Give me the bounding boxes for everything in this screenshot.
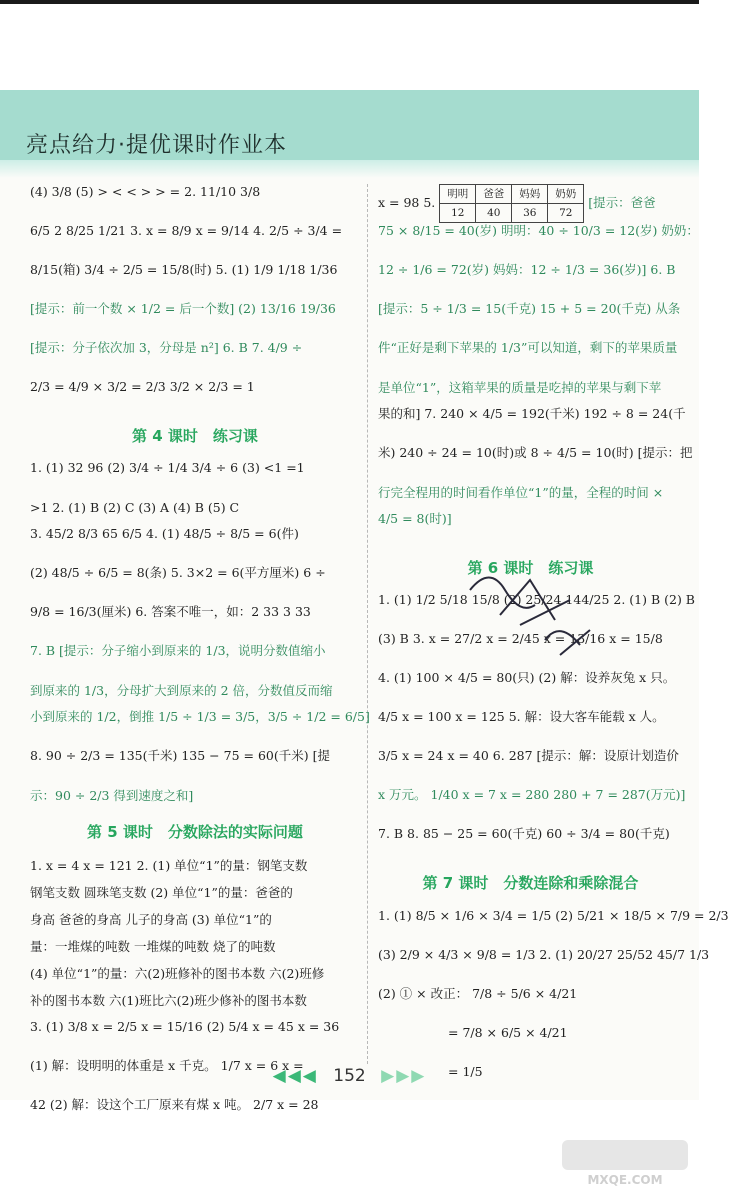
answer-line: 7. B [提示：分子缩小到原来的 1/3，说明分数值缩小 <box>30 643 326 659</box>
svg-text:MXQE.COM: MXQE.COM <box>587 1173 663 1187</box>
answer-line: (2) 48/5 ÷ 6/5 = 8(条) 5. 3×2 = 6(平方厘米) 6 ÷ <box>30 565 326 581</box>
answer-line: 4. (1) 100 × 4/5 = 80(只) (2) 解：设养灰兔 x 只。 <box>378 670 676 686</box>
answer-line: 3/5 x = 24 x = 40 6. 287 [提示：解：设原计划造价 <box>378 748 679 764</box>
answer-line: = 1/5 <box>448 1063 483 1079</box>
answer-line: 8. 90 ÷ 2/3 = 135(千米) 135 − 75 = 60(千米) [提 <box>30 748 330 764</box>
table-cell: 40 <box>476 204 512 223</box>
table-row <box>440 185 584 204</box>
answer-line: 1. x = 4 x = 121 2. (1) 单位“1”的量：钢笔支数 <box>30 857 308 873</box>
answer-line: 果的和] 7. 240 × 4/5 = 192(千米) 192 ÷ 8 = 24(千 <box>378 406 686 421</box>
answer-line: 行完全程用的时间看作单位“1”的量，全程的时间 × <box>378 485 664 500</box>
answer-line: [提示：分子依次加 3，分母是 n²] 6. B 7. 4/9 ÷ <box>30 340 303 355</box>
answer-line: 1. (1) 32 96 (2) 3/4 ÷ 1/4 3/4 ÷ 6 (3) <1 =1 <box>30 460 305 476</box>
next-arrows-icon: ▶▶▶ <box>381 1066 427 1086</box>
top-edge <box>0 0 699 4</box>
answer-line: 2/3 = 4/9 × 3/2 = 2/3 3/2 × 2/3 = 1 <box>30 379 255 394</box>
answer-line: >1 2. (1) B (2) C (3) A (4) B (5) C <box>30 500 240 516</box>
answer-line: 钢笔支数 圆珠笔支数 (2) 单位“1”的量：爸爸的 <box>30 884 293 900</box>
section-title-7: 第 7 课时 分数连除和乘除混合 <box>422 874 639 893</box>
answer-line: 3. (1) 3/8 x = 2/5 x = 15/16 (2) 5/4 x = 45 x = 36 <box>30 1018 340 1034</box>
answer-text: [提示：爸爸 <box>588 195 656 211</box>
answer-line: 量：一堆煤的吨数 一堆煤的吨数 烧了的吨数 <box>30 938 276 954</box>
answer-line <box>378 182 683 221</box>
answer-line: (4) 3/8 (5) > < < > > = 2. 11/10 3/8 <box>30 184 261 199</box>
table-header-cell: 奶奶 <box>548 185 584 204</box>
age-table <box>439 184 584 223</box>
answer-line: 4/5 x = 100 x = 125 5. 解：设大客车能载 x 人。 <box>378 709 665 725</box>
answer-line: 示：90 ÷ 2/3 得到速度之和] <box>30 788 194 804</box>
left-column <box>30 182 370 1134</box>
answer-line: [提示：前一个数 × 1/2 = 后一个数] (2) 13/16 19/36 <box>30 301 336 316</box>
page-footer <box>0 1066 699 1086</box>
section-title-4: 第 4 课时 练习课 <box>132 427 258 445</box>
answer-line: 到原来的 1/3，分母扩大到原来的 2 倍，分数值反而缩 <box>30 683 333 699</box>
answer-line: (4) 单位“1”的量：六(2)班修补的图书本数 六(2)班修 <box>30 965 325 981</box>
answer-line: = 7/8 × 6/5 × 4/21 <box>448 1024 568 1040</box>
table-cell: 36 <box>512 204 548 223</box>
answer-line: 小到原来的 1/2，倒推 1/5 ÷ 1/3 = 3/5，3/5 ÷ 1/2 = 6/5] <box>30 709 370 725</box>
table-cell: 12 <box>440 204 476 223</box>
answer-line: x 万元。 1/40 x = 7 x = 280 280 + 7 = 287(万元)] <box>378 787 686 803</box>
answer-line: (1) 解：设明明的体重是 x 千克。 1/7 x = 6 x = <box>30 1057 304 1073</box>
table-header-cell: 明明 <box>440 185 476 204</box>
table-cell: 72 <box>548 204 584 223</box>
answer-line: [提示：5 ÷ 1/3 = 15(千克) 15 + 5 = 20(千克) 从条 <box>378 301 681 316</box>
answer-line: (2) ① × 改正： 7/8 ÷ 5/6 × 4/21 <box>378 985 578 1001</box>
answer-line: 件“正好是剩下苹果的 1/3”可以知道，剩下的苹果质量 <box>378 340 678 355</box>
answer-line: 身高 爸爸的身高 儿子的身高 (3) 单位“1”的 <box>30 911 272 927</box>
table-header-cell: 妈妈 <box>512 185 548 204</box>
answer-line: 42 (2) 解：设这个工厂原来有煤 x 吨。 2/7 x = 28 <box>30 1096 319 1112</box>
answer-line: 1. (1) 8/5 × 1/6 × 3/4 = 1/5 (2) 5/21 × 18/5 × 7/9 = 2/3 <box>378 907 729 923</box>
section-title-6: 第 6 课时 练习课 <box>467 559 594 577</box>
answer-line: (3) B 3. x = 27/2 x = 2/45 x = 13/16 x = 15/8 <box>378 631 663 647</box>
page-number: 152 <box>333 1066 366 1086</box>
table-header-cell: 爸爸 <box>476 185 512 204</box>
answer-line: 是单位“1”，这箱苹果的质量是吃掉的苹果与剩下苹 <box>378 380 662 395</box>
answer-line: 12 ÷ 1/6 = 72(岁) 妈妈：12 ÷ 1/3 = 36(岁)] 6. B <box>378 262 676 277</box>
column-divider <box>367 184 368 1064</box>
answer-line: 补的图书本数 六(1)班比六(2)班少修补的图书本数 <box>30 992 307 1008</box>
watermark-logo <box>560 1138 690 1190</box>
answer-text: x = 98 5. <box>378 195 436 211</box>
answer-line: 9/8 = 16/3(厘米) 6. 答案不唯一，如：2 33 3 33 <box>30 604 311 620</box>
answer-line: 7. B 8. 85 − 25 = 60(千克) 60 ÷ 3/4 = 80(千克) <box>378 826 670 842</box>
answer-line: 3. 45/2 8/3 65 6/5 4. (1) 48/5 ÷ 8/5 = 6(件) <box>30 526 299 542</box>
answer-line: 6/5 2 8/25 1/21 3. x = 8/9 x = 9/14 4. 2/5 ÷ 3/4 = <box>30 223 343 238</box>
section-title-5: 第 5 课时 分数除法的实际问题 <box>87 823 303 842</box>
answer-line: (3) 2/9 × 4/3 × 9/8 = 1/3 2. (1) 20/27 25/52 45/7 1/3 <box>378 946 710 962</box>
table-row <box>440 204 584 223</box>
book-title: 亮点给力·提优课时作业本 <box>26 133 287 158</box>
prev-arrows-icon: ◀◀◀ <box>272 1066 318 1086</box>
answer-line: 1. (1) 1/2 5/18 15/8 (2) 25/24 144/25 2. (1) B (2) B <box>378 592 695 608</box>
answer-line: 8/15(箱) 3/4 ÷ 2/5 = 15/8(时) 5. (1) 1/9 1/18 1/36 <box>30 262 338 277</box>
answer-line: 4/5 = 8(时)] <box>378 511 452 526</box>
header-fade <box>0 160 699 178</box>
answer-line: 米) 240 ÷ 24 = 10(时)或 8 ÷ 4/5 = 10(时) [提示：把 <box>378 445 693 460</box>
answer-line: 75 × 8/15 = 40(岁) 明明：40 ÷ 10/3 = 12(岁) 奶奶： <box>378 223 699 238</box>
handwritten-scribble-icon <box>460 560 610 670</box>
